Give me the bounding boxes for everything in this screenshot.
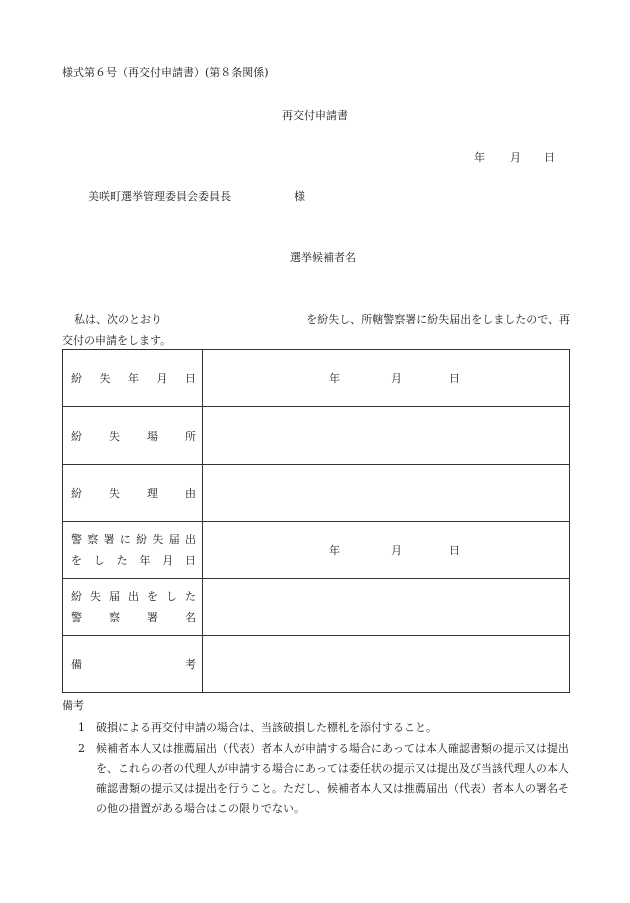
addressee-honorific: 様 [294, 190, 305, 203]
note-text: 破損による再交付申請の場合は、当該破損した標札を添付すること。 [96, 721, 437, 734]
loss-details-table [62, 349, 570, 693]
year-label: 年 [329, 372, 340, 385]
label-char: 警 [71, 611, 82, 624]
label-char: 名 [185, 611, 196, 624]
label-char: 紛 [71, 429, 82, 443]
label-char: 備 [71, 658, 82, 671]
addressee-name: 美咲町選挙管理委員会委員長 [88, 190, 231, 203]
label-char: に [119, 533, 131, 546]
label-loss-date [63, 350, 203, 407]
label-char: 月 [156, 372, 168, 385]
label-char: 署 [103, 533, 115, 546]
application-date [474, 149, 555, 165]
label-char: 警 [71, 533, 82, 546]
label-char: 年 [139, 554, 151, 567]
row-police-station [63, 579, 570, 636]
label-char: 月 [162, 554, 174, 567]
label-char: 届 [168, 533, 180, 546]
label-char: 日 [185, 372, 196, 385]
label-char: を [71, 554, 82, 567]
label-char: 失 [109, 429, 120, 443]
label-char: た [185, 590, 196, 603]
day-label: 日 [449, 372, 460, 385]
date-day-label: 日 [544, 151, 555, 164]
month-label: 月 [391, 544, 402, 557]
row-loss-date [63, 350, 570, 407]
label-char: 考 [185, 658, 196, 671]
value-police-station[interactable] [203, 579, 570, 636]
value-loss-place[interactable] [203, 407, 570, 465]
row-loss-reason [63, 465, 570, 522]
value-loss-date[interactable] [203, 350, 570, 407]
notes-heading: 備考 [62, 699, 84, 712]
label-char: 紛 [71, 372, 82, 385]
label-police-report-date [63, 522, 203, 579]
label-char: し [166, 590, 177, 603]
label-char: 理 [147, 487, 158, 500]
label-char: 失 [90, 590, 101, 603]
label-char: 紛 [71, 487, 82, 500]
label-char: 届 [109, 590, 120, 603]
label-loss-reason [63, 465, 203, 522]
label-char: 場 [147, 429, 158, 443]
date-month-label: 月 [510, 151, 521, 164]
day-label: 日 [449, 544, 460, 557]
value-police-report-date[interactable] [203, 522, 570, 579]
statement-part1: 私は、次のとおり [74, 313, 162, 326]
statement-line2: 交付の申請をします。 [62, 334, 172, 347]
label-char: た [116, 554, 128, 567]
label-char: 察 [109, 611, 120, 624]
candidate-name-label: 選挙候補者名 [290, 251, 356, 264]
document-title: 再交付申請書 [282, 109, 348, 122]
statement [62, 309, 570, 351]
label-char: 所 [185, 429, 196, 443]
label-char: 署 [147, 611, 158, 624]
note-number: 1 [78, 721, 85, 734]
note-text: 候補者本人又は推薦届出（代表）者本人が申請する場合にあっては本人確認書類の提示又は提出を、これらの者の代理人が申請する場合にあっては委任状の提示又は提出及び当該代理人の本人確認書類の提示又は提出を行うこと。ただし、候補者本人又は推薦届出（代表）者本人の署名その他の措置がある場合はこの限りでない。 [96, 742, 569, 815]
label-char: 出 [128, 590, 139, 603]
note-number: 2 [78, 742, 85, 755]
row-police-report-date [63, 522, 570, 579]
label-char: を [147, 590, 158, 603]
label-char: 由 [185, 487, 196, 500]
label-char: 失 [99, 372, 111, 385]
year-label: 年 [329, 544, 340, 557]
note-item [62, 718, 572, 738]
month-label: 月 [391, 372, 402, 385]
form-number: 様式第６号（再交付申請書）(第８条関係) [62, 66, 269, 79]
label-char: し [93, 554, 105, 567]
value-loss-reason[interactable] [203, 465, 570, 522]
label-char: 年 [128, 372, 139, 385]
label-police-station [63, 579, 203, 636]
label-loss-place [63, 407, 203, 465]
note-item [62, 739, 572, 819]
date-year-label: 年 [474, 151, 485, 164]
label-char: 紛 [136, 533, 148, 546]
label-char: 日 [184, 554, 196, 567]
label-char: 失 [109, 487, 120, 500]
row-remarks [63, 636, 570, 693]
label-remarks [63, 636, 203, 693]
statement-part2: を紛失し、所轄警察署に紛失届出をしましたので、再 [306, 313, 570, 326]
label-char: 察 [87, 533, 99, 546]
value-remarks[interactable] [203, 636, 570, 693]
label-char: 失 [152, 533, 164, 546]
label-char: 出 [184, 533, 196, 546]
row-loss-place [63, 407, 570, 465]
label-char: 紛 [71, 590, 82, 603]
